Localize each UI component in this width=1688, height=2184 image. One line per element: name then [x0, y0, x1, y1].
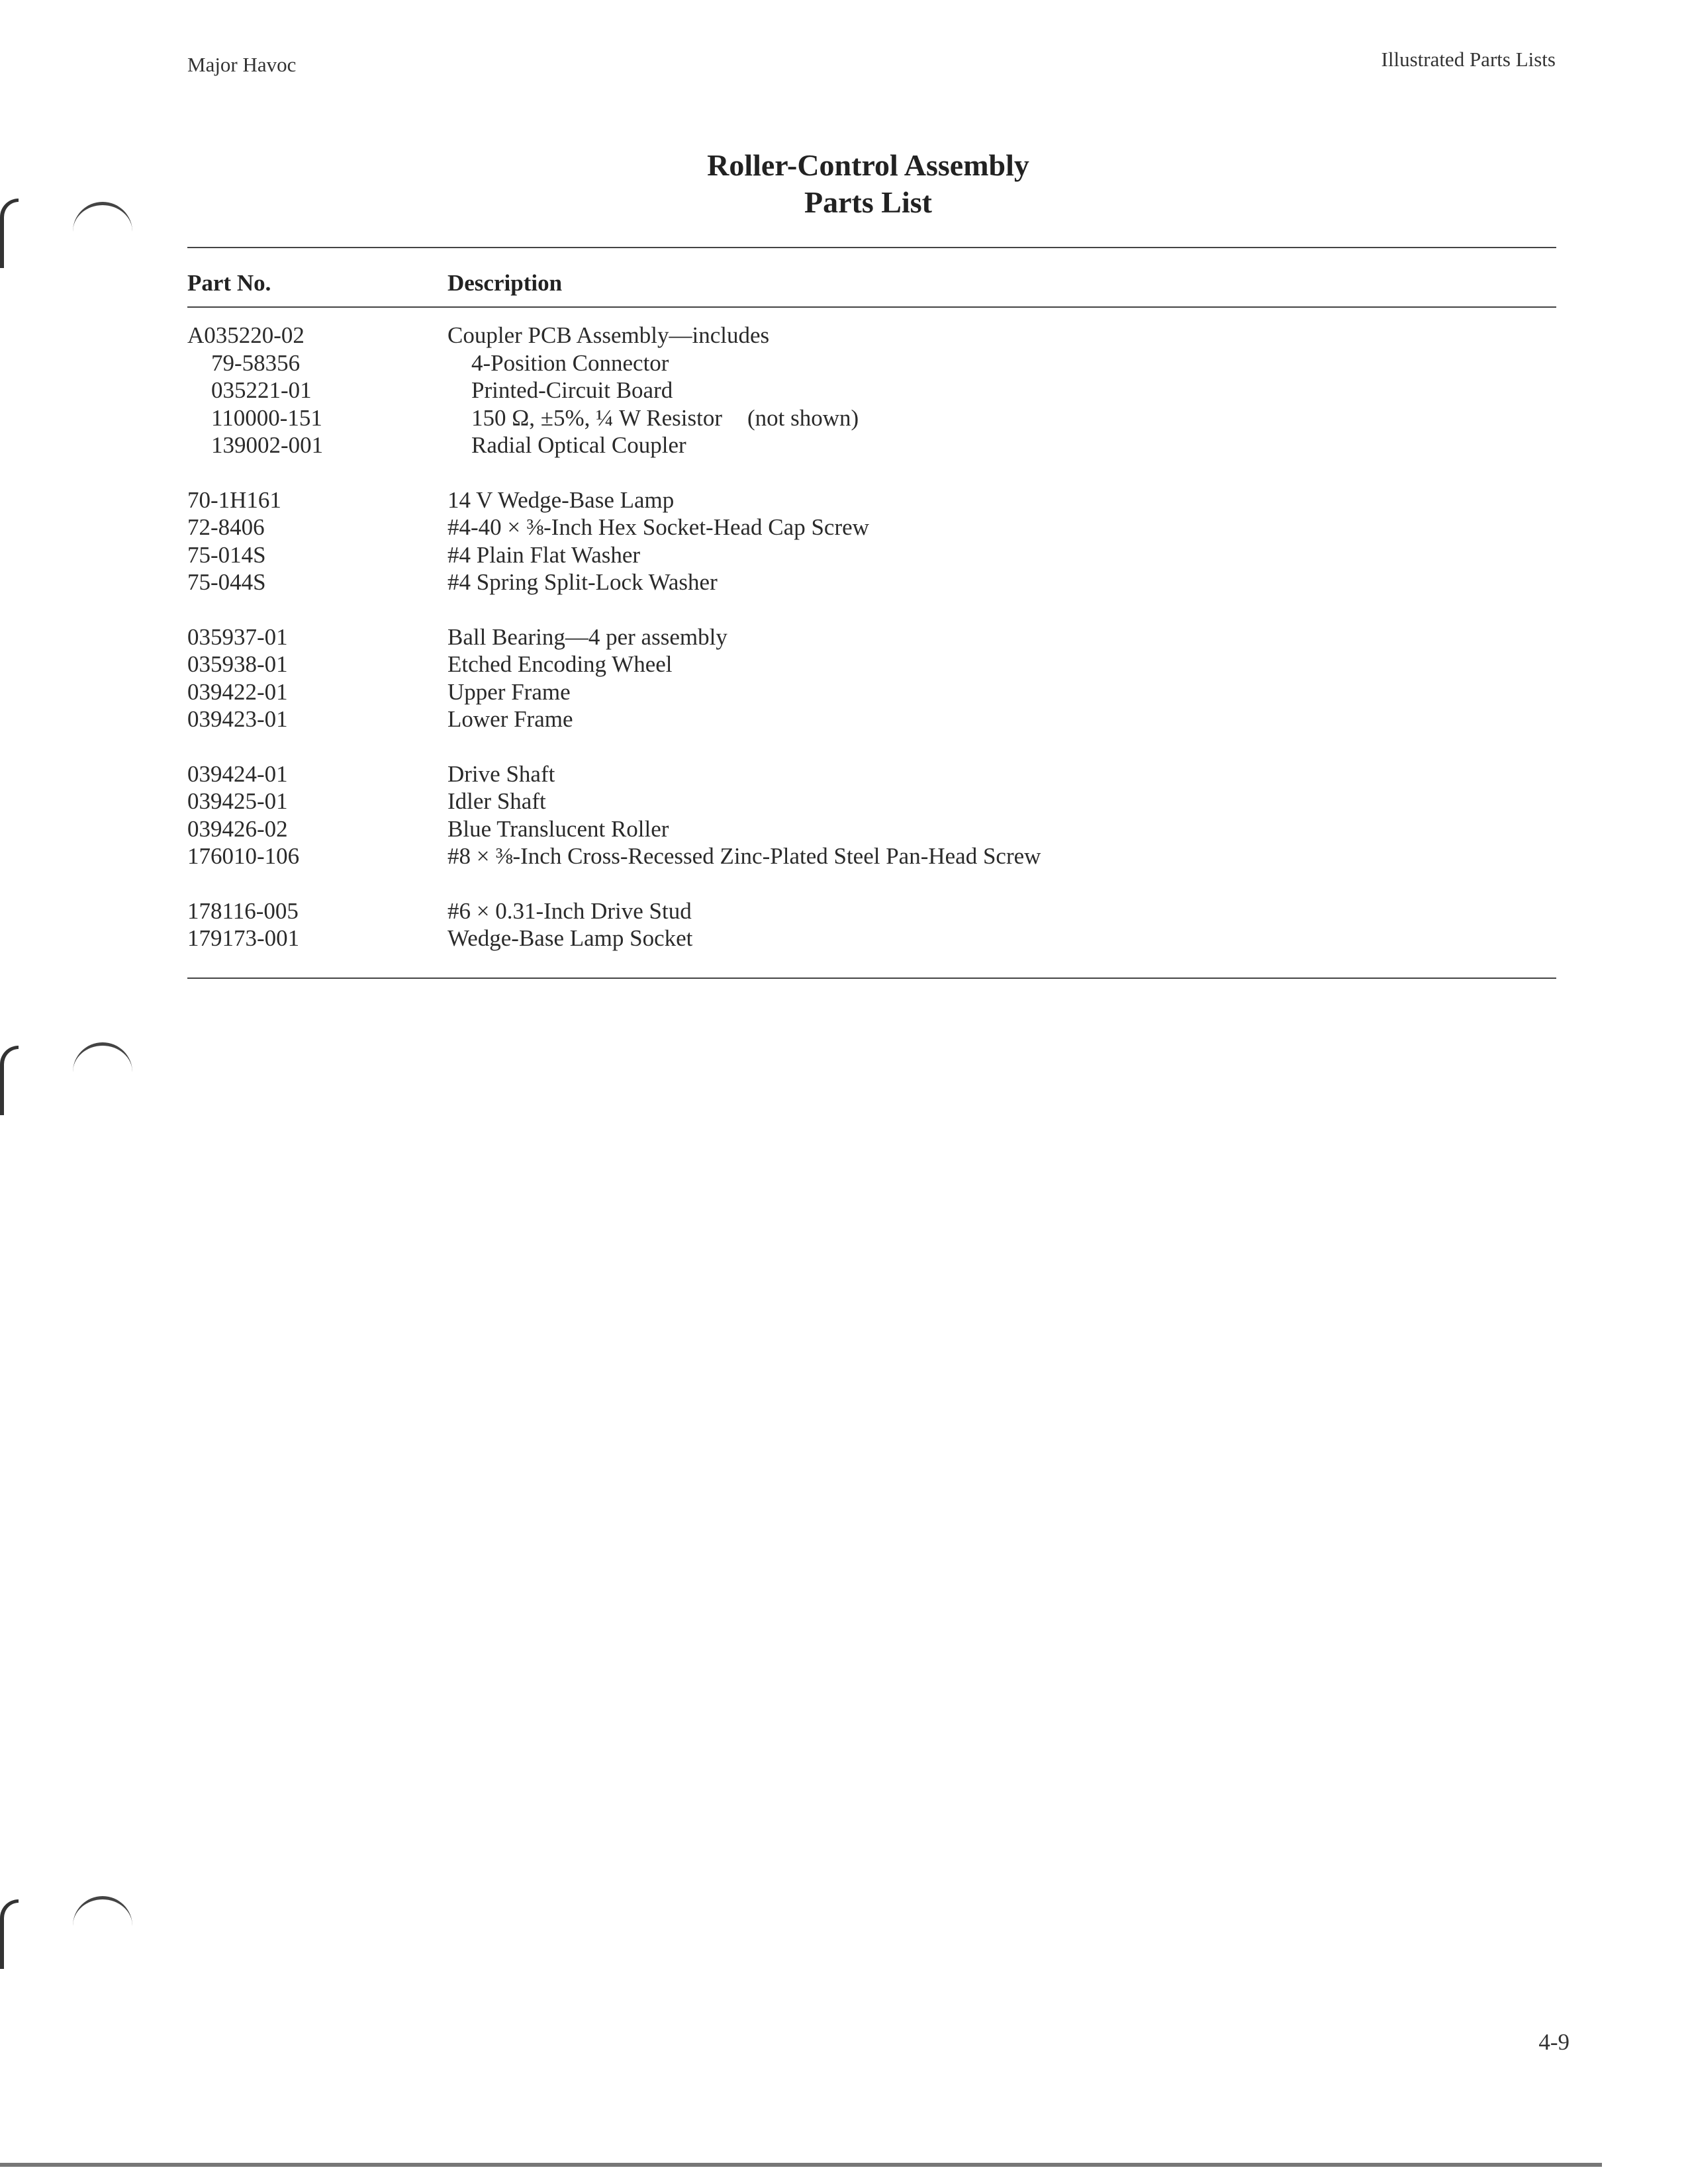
description-text: Radial Optical Coupler	[471, 432, 686, 458]
part-number: A035220-02	[187, 322, 305, 348]
part-number: 035938-01	[187, 651, 288, 677]
description-text: 150 Ω, ±5%, ¼ W Resistor	[471, 404, 723, 431]
part-number: 75-044S	[187, 569, 266, 595]
table-row	[187, 815, 1556, 843]
title-line-2: Parts List	[804, 185, 932, 219]
binder-hole-edge	[0, 199, 19, 268]
part-description	[447, 432, 1556, 459]
parts-group	[187, 760, 1556, 870]
part-number: 039422-01	[187, 678, 288, 705]
table-row	[187, 842, 1556, 870]
table-top-rule	[187, 247, 1556, 248]
part-description	[447, 842, 1556, 870]
part-number: 039425-01	[187, 788, 288, 814]
running-header-left: Major Havoc	[187, 53, 297, 76]
description-text: 4-Position Connector	[471, 349, 669, 376]
description-text: Printed-Circuit Board	[471, 377, 673, 403]
description-text: Ball Bearing—4 per assembly	[447, 623, 727, 650]
description-text: #6 × 0.31-Inch Drive Stud	[447, 897, 692, 924]
part-number: 178116-005	[187, 897, 299, 924]
part-description	[447, 377, 1556, 404]
parts-group	[187, 486, 1556, 596]
part-description	[447, 322, 1556, 349]
description-text: Wedge-Base Lamp Socket	[447, 925, 693, 951]
description-text: #8 × ⅜-Inch Cross-Recessed Zinc-Plated Steel Pan-Head Screw	[447, 843, 1041, 869]
part-number: 039424-01	[187, 760, 288, 787]
description-text: Blue Translucent Roller	[447, 815, 669, 842]
part-description	[447, 897, 1556, 925]
description-text: Etched Encoding Wheel	[447, 651, 673, 677]
part-number: 79-58356	[211, 349, 301, 376]
table-row	[187, 897, 1556, 925]
table-row	[187, 432, 1556, 459]
parts-group	[187, 322, 1556, 459]
part-number: 75-014S	[187, 541, 266, 568]
part-number: 039423-01	[187, 706, 288, 732]
description-text: #4-40 × ⅜-Inch Hex Socket-Head Cap Screw	[447, 514, 869, 540]
page-title	[0, 147, 1688, 221]
page-bottom-edge	[0, 2163, 1602, 2167]
part-description	[447, 760, 1556, 788]
part-number: 176010-106	[187, 843, 300, 869]
table-row	[187, 788, 1556, 815]
table-bottom-rule	[187, 978, 1556, 979]
part-description	[447, 569, 1556, 596]
description-text: #4 Spring Split-Lock Washer	[447, 569, 718, 595]
description-text: Lower Frame	[447, 706, 573, 732]
table-row	[187, 569, 1556, 596]
part-description	[447, 486, 1556, 514]
part-description	[447, 651, 1556, 678]
description-text: 14 V Wedge-Base Lamp	[447, 486, 675, 513]
part-description	[447, 678, 1556, 706]
part-number: 039426-02	[187, 815, 288, 842]
table-row	[187, 514, 1556, 541]
part-description	[447, 541, 1556, 569]
description-text: Idler Shaft	[447, 788, 546, 814]
part-number: 139002-001	[211, 432, 324, 458]
part-number: 179173-001	[187, 925, 300, 951]
running-header-right: Illustrated Parts Lists	[1381, 48, 1556, 71]
part-number: 035221-01	[211, 377, 312, 403]
table-row	[187, 404, 1556, 432]
table-row	[187, 651, 1556, 678]
part-number: 035937-01	[187, 623, 288, 650]
table-row	[187, 377, 1556, 404]
part-description	[447, 815, 1556, 843]
description-text: Upper Frame	[447, 678, 571, 705]
part-description	[447, 925, 1556, 952]
parts-group	[187, 897, 1556, 952]
part-description	[447, 705, 1556, 733]
binder-hole-mark	[73, 1042, 132, 1072]
column-header-part-no: Part No.	[187, 270, 271, 296]
description-text: Drive Shaft	[447, 760, 555, 787]
header-rule	[187, 306, 1556, 308]
description-text: Coupler PCB Assembly—includes	[447, 322, 770, 348]
table-row	[187, 760, 1556, 788]
table-row	[187, 349, 1556, 377]
binder-hole-edge	[0, 1899, 19, 1969]
table-row	[187, 322, 1556, 349]
part-number: 110000-151	[211, 404, 322, 431]
page-number: 4-9	[1538, 2029, 1570, 2055]
table-row	[187, 623, 1556, 651]
part-description	[447, 404, 1556, 432]
description-text: #4 Plain Flat Washer	[447, 541, 641, 568]
table-row	[187, 678, 1556, 706]
part-description	[447, 514, 1556, 541]
parts-group	[187, 623, 1556, 733]
part-description	[447, 788, 1556, 815]
description-note: (not shown)	[747, 404, 859, 431]
table-row	[187, 541, 1556, 569]
part-description	[447, 623, 1556, 651]
column-header-description: Description	[447, 270, 563, 296]
table-row	[187, 486, 1556, 514]
part-description	[447, 349, 1556, 377]
parts-table	[187, 322, 1556, 979]
table-row	[187, 705, 1556, 733]
table-row	[187, 925, 1556, 952]
part-number: 70-1H161	[187, 486, 281, 513]
part-number: 72-8406	[187, 514, 265, 540]
title-line-1: Roller-Control Assembly	[707, 148, 1029, 182]
binder-hole-edge	[0, 1046, 19, 1115]
binder-hole-mark	[73, 1896, 132, 1926]
